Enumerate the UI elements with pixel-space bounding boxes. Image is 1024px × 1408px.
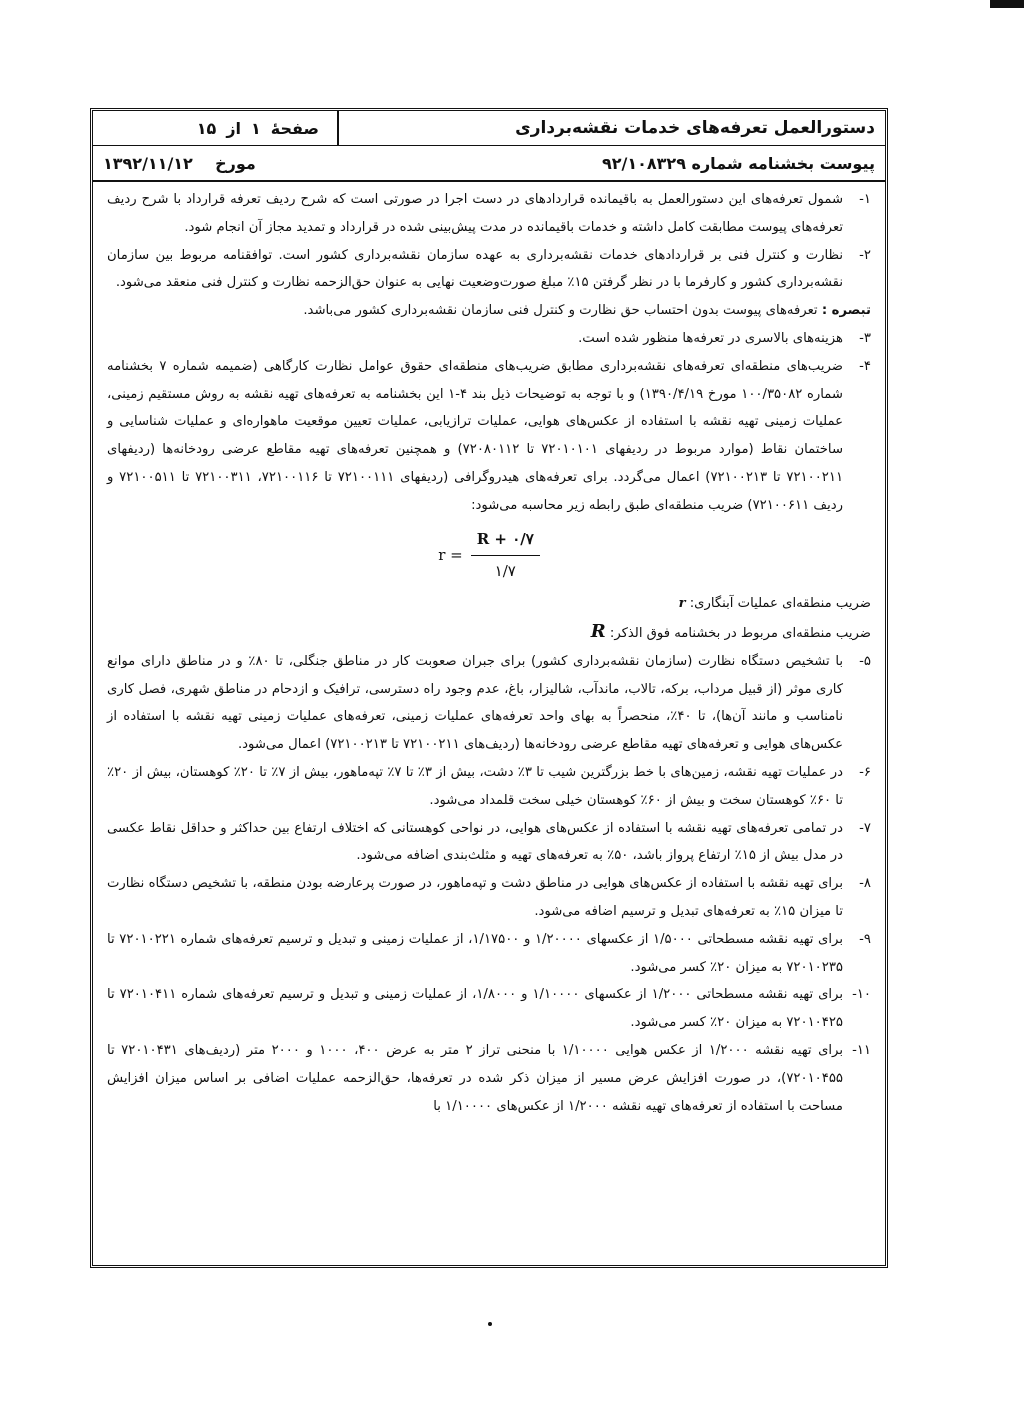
clause-2: [107, 242, 871, 298]
clause-text: برای تهیه نقشه مسطحاتی ۱/۵۰۰۰ از عکسهای ۱/۲۰۰۰۰ و ۱/۱۷۵۰۰، از عملیات زمینی و تبدیل و ترسیم تعرفه‌های شماره ۷۲۰۱۰۲۲۱ تا ۷۲۰۱۰۲۳۵ به میزان ۲۰٪ کسر می‌شود.: [107, 931, 843, 975]
clause-number: ۱۱-: [852, 1042, 871, 1058]
document-frame: [90, 108, 888, 1268]
header-title-row: [93, 111, 885, 145]
page-separator: از: [226, 118, 242, 138]
clause-text: در عملیات تهیه نقشه، زمین‌های با خط بزرگترین شیب تا ۳٪ دشت، بیش از ۳٪ تا ۷٪ تپه‌ماهور، بیش از ۷٪ تا ۲۰٪ کوهستان، بیش از ۲۰٪ تا ۶۰٪ کوهستان سخت و بیش از ۶۰٪ کوهستان خیلی سخت قلمداد می‌شود.: [107, 764, 844, 808]
clause-3: [107, 325, 871, 353]
clause-number: ۸-: [859, 876, 871, 892]
circular-date: [103, 154, 256, 173]
clause-text: در تمامی تعرفه‌های تهیه نقشه با استفاده از عکس‌های هوایی، در نواحی کوهستانی که اختلاف ارتفاع بین حداکثر و حداقل نقاط عکسی در مدل بیش از ۱۵٪ ارتفاع پرواز باشد، ۵۰٪ به تعرفه‌های تهیه و مثلث‌بندی اضافه می‌شود.: [107, 820, 843, 864]
date-label: مورخ: [215, 153, 256, 173]
header-circular-row: [93, 145, 885, 180]
clause-text: برای تهیه نقشه با استفاده از عکس‌های هوایی در مناطق دشت و تپه‌ماهور، در صورت پرعارضه بودن منطقه، با تشخیص دستگاه نظارت تا میزان ۱۵٪ به تعرفه‌های تبدیل و ترسیم اضافه می‌شود.: [107, 876, 843, 919]
clause-7: [107, 815, 871, 871]
clause-6: [107, 759, 871, 815]
clause-text: ضریب‌های منطقه‌ای تعرفه‌های نقشه‌برداری مطابق ضریب‌های منطقه‌ای حقوق عوامل نظارت کارگاهی (ضمیمه شماره ۷ بخشنامه شماره ۱۰۰/۳۵۰۸۲ مورخ ۱۳۹۰/۴/۱۹) و با توجه به توضیحات ذیل بند ۴-۱ این بخشنامه به تعرفه‌های تهیه نقشه به روش مستقیم زمینی، عملیات زمینی تهیه نقشه با استفاده از عکس‌های هوایی، عملیات ترازیابی، عملیات تعیین موقعیت ماهواره‌ای و عملیات شناسایی و ساختمان نقاط (موارد مربوط در ردیفهای ۷۲۰۱۰۱۰۱ تا ۷۲۰۸۰۱۱۲) و همچنین تعرفه‌های تهیه مقاطع عرضی رودخانه‌ها (ردیفهای ۷۲۱۰۰۲۱۱ تا ۷۲۱۰۰۲۱۳) اعمال می‌گردد. برای تعرفه‌های هیدروگرافی (ردیفهای ۷۲۱۰۰۱۱۱ تا ۷۲۱۰۰۱۱۶، ۷۲۱۰۰۳۱۱ تا ۷۲۱۰۰۵۱۱ و ردیف ۷۲۱۰۰۶۱۱) ضریب منطقه‌ای طبق رابطه زیر محاسبه می‌شود:: [107, 358, 844, 513]
clause-8: [107, 870, 871, 926]
regional-coefficient-formula: [107, 526, 871, 587]
page-label: صفحهٔ: [270, 118, 319, 138]
clause-text: نظارت و کنترل فنی بر قراردادهای خدمات نقشه‌برداری به عهده سازمان نقشه‌برداری کشور است. توافقنامه مربوط بین سازمان نقشه‌برداری کشور و کارفرما با در نظر گرفتن ۱۵٪ مبلغ صورت‌وضعیت نهایی به عنوان حق‌الزحمه نظارت و کنترل فنی منعقد می‌شود.: [107, 247, 843, 291]
circular-info: [93, 154, 885, 173]
clause-number: ۲-: [859, 247, 871, 263]
clause-number: ۱۰-: [852, 987, 871, 1003]
clause-4: [107, 353, 871, 520]
clause-number: ۳-: [859, 330, 871, 346]
clause-number: ۷-: [859, 820, 871, 836]
clause-number: ۶-: [859, 764, 871, 780]
page-total: ۱۵: [196, 118, 217, 138]
formula-denominator: ۱/۷: [494, 562, 516, 581]
definition-text: ضریب منطقه‌ای مربوط در بخشنامه فوق الذکر:: [609, 625, 871, 641]
document-title: دستورالعمل تعرفه‌های خدمات نقشه‌برداری: [515, 118, 875, 138]
document-header: [93, 111, 885, 182]
definition-text: ضریب منطقه‌ای عملیات آبنگاری:: [689, 596, 871, 612]
clause-number: ۴-: [859, 358, 871, 374]
scan-corner-mark: [990, 0, 1024, 8]
date-value: ۱۳۹۲/۱۱/۱۲: [103, 153, 193, 173]
note-label: تبصره :: [821, 303, 871, 319]
formula-lhs: r =: [438, 545, 463, 564]
definition-R: [107, 618, 871, 648]
clause-number: ۵-: [859, 653, 871, 669]
clause-number: ۱-: [859, 192, 871, 207]
note-paragraph: [107, 297, 871, 325]
definition-symbol: r: [678, 596, 686, 612]
clause-1: [107, 186, 871, 242]
clause-9: [107, 926, 871, 982]
clause-text: با تشخیص دستگاه نظارت (سازمان نقشه‌برداری کشور) برای جبران صعوبت کار در مناطق جنگلی، تا ۸۰٪ و در مناطق دارای موانع کاری موثر (از قبیل مرداب، برکه، تالاب، ماندآب، شالیزار، باغ، عدم وجود راه دسترسی، ترافیک و ازدحام در مناطق شهری، فصل کاری نامناسب و مانند آن‌ها)، تا ۴۰٪، منحصراً به بهای واحد تعرفه‌های عملیات زمینی، تعرفه‌های عملیات زمینی تهیه نقشه با استفاده از عکس‌های هوایی و تعرفه‌های تهیه مقاطع عرضی رودخانه‌ها (ردیف‌های ۷۲۱۰۰۲۱۱ تا ۷۲۱۰۰۲۱۳) اعمال می‌شود.: [107, 653, 844, 753]
circular-number: پیوست بخشنامه شماره ۹۲/۱۰۸۳۲۹: [601, 153, 875, 173]
note-text: تعرفه‌های پیوست بدون احتساب حق نظارت و کنترل فنی سازمان نقشه‌برداری کشور می‌باشد.: [303, 303, 818, 319]
document-body: [93, 182, 885, 1120]
formula-numerator: R + ۰/۷: [471, 526, 540, 557]
clause-10: [107, 981, 871, 1037]
clause-text: برای تهیه نقشه مسطحاتی ۱/۲۰۰۰ از عکسهای ۱/۱۰۰۰۰ و ۱/۸۰۰۰، از عملیات زمینی و تبدیل و ترسیم تعرفه‌های شماره ۷۲۰۱۰۴۱۱ تا ۷۲۰۱۰۴۲۵ به میزان ۲۰٪ کسر می‌شود.: [107, 987, 843, 1031]
page-current: ۱: [251, 118, 261, 138]
page-number: [93, 111, 339, 145]
clause-5: [107, 648, 871, 759]
definition-r: [107, 590, 871, 618]
clause-number: ۹-: [859, 931, 871, 947]
definition-symbol: R: [590, 620, 606, 642]
clause-text: هزینه‌های بالاسری در تعرفه‌ها منظور شده است.: [578, 330, 843, 346]
clause-11: [107, 1037, 871, 1120]
clause-text: برای تهیه نقشه ۱/۲۰۰۰ از عکس هوایی ۱/۱۰۰۰۰ با منحنی تراز ۲ متر به عرض ۴۰۰، ۱۰۰۰ و ۲۰۰۰ متر (ردیف‌های ۷۲۰۱۰۴۳۱ تا ۷۲۰۱۰۴۵۵)، در صورت افزایش عرض مسیر از میزان ذکر شده در تعرفه‌ها، حق‌الزحمه عملیات اضافی بر اساس میزان افزایش مساحت با استفاده از تعرفه‌های تهیه نقشه ۱/۲۰۰۰ از عکس‌های ۱/۱۰۰۰۰ با: [107, 1042, 844, 1114]
clause-text: شمول تعرفه‌های این دستورالعمل به باقیمانده قراردادهای در دست اجرا در صورتی است که شرح ردیف تعرفه قرارداد با شرح ردیف تعرفه‌های پیوست مطابقت کامل داشته و خدمات باقیمانده در مدت پیش‌بینی شده در قرارداد و تمدید مجاز آن انجام شود.: [107, 192, 843, 235]
formula-fraction: [471, 526, 540, 587]
page-dot-mark: [488, 1322, 492, 1326]
